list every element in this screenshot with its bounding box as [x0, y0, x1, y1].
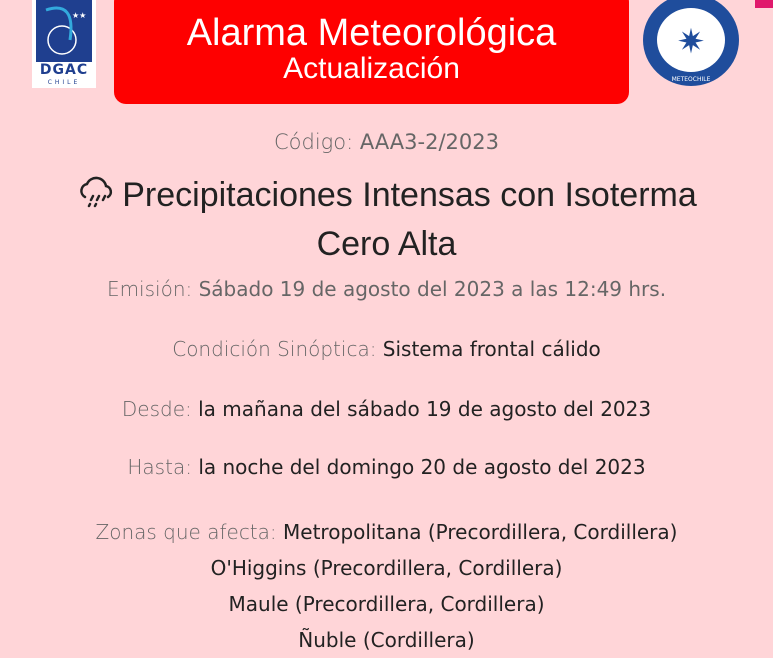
- svg-text:★★: ★★: [72, 11, 87, 20]
- cloud-rain-icon: [76, 173, 116, 221]
- zone-item: Ñuble (Cordillera): [298, 628, 475, 652]
- emission: Emisión: Sábado 19 de agosto del 2023 a las 12:49 hrs.: [106, 277, 667, 301]
- dgac-logo: ★★ DGAC CHILE: [32, 0, 96, 88]
- zone-item: Metropolitana (Precordillera, Cordillera): [283, 520, 678, 544]
- alert-title: Precipitaciones Intensas con Isoterma Cero Alta: [0, 172, 773, 267]
- zone-item: O'Higgins (Precordillera, Cordillera): [210, 556, 563, 580]
- affected-zones: Zonas que afecta: Metropolitana (Precordillera, Cordillera) O'Higgins (Precordillera, Cordillera) Maule (Precordillera, Cordillera) Ñuble (Cordillera): [95, 520, 678, 652]
- banner-subtitle: Actualización: [283, 52, 460, 85]
- valid-until: Hasta: la noche del domingo 20 de agosto del 2023: [127, 455, 646, 479]
- zone-item: Maule (Precordillera, Cordillera): [228, 592, 545, 616]
- synoptic-condition: Condición Sinóptica: Sistema frontal cálido: [172, 337, 601, 361]
- meteochile-logo: ✷ METEOCHILE: [643, 0, 739, 86]
- alert-banner: [114, 0, 629, 104]
- alert-code: Código: AAA3-2/2023: [274, 130, 499, 154]
- banner-title: Alarma Meteorológica: [186, 12, 557, 54]
- compass-rose-icon: ✷: [676, 22, 706, 62]
- corner-tab[interactable]: [755, 0, 773, 8]
- valid-from: Desde: la mañana del sábado 19 de agosto del 2023: [121, 397, 652, 421]
